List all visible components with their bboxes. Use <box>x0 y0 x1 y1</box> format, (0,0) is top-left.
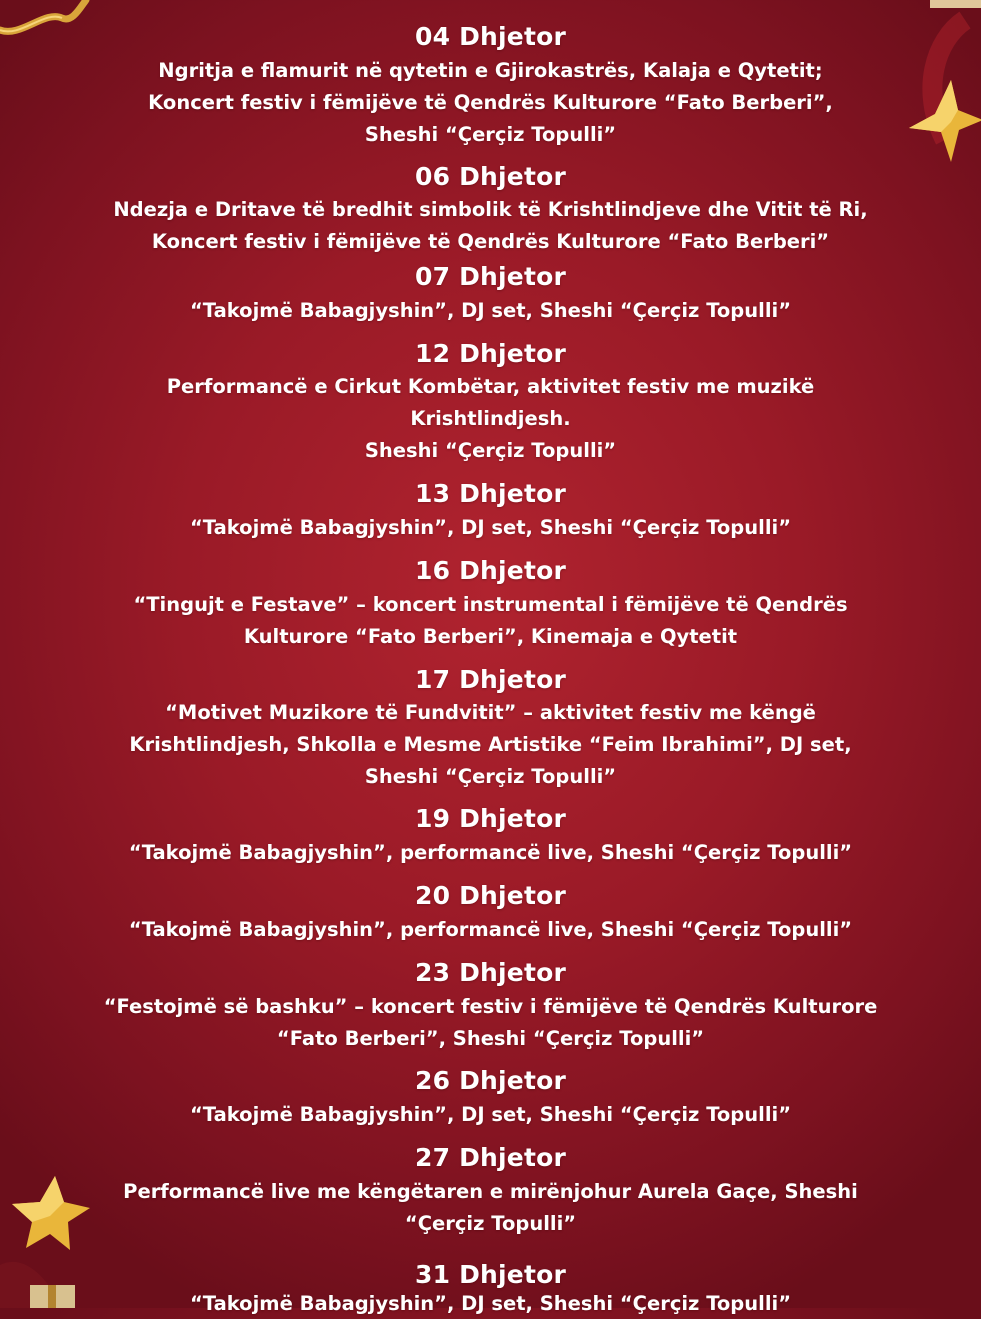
event-description-line: Sheshi “Çerçiz Topulli” <box>364 123 617 146</box>
event-date: 16 Dhjetor <box>414 556 567 585</box>
event-description-line: “Çerçiz Topulli” <box>404 1212 577 1235</box>
event-date: 31 Dhjetor <box>414 1260 567 1289</box>
event-date: 04 Dhjetor <box>414 22 567 51</box>
event-description-line: Koncert festiv i fëmijëve të Qendrës Kulturore “Fato Berberi” <box>151 230 830 253</box>
event-date: 19 Dhjetor <box>414 804 567 833</box>
event-date: 13 Dhjetor <box>414 479 567 508</box>
event-date: 12 Dhjetor <box>414 339 567 368</box>
event-description-line: “Festojmë së bashku” – koncert festiv i fëmijëve të Qendrës Kulturore <box>103 995 878 1018</box>
event-description-line: Ndezja e Dritave të bredhit simbolik të Krishtlindjeve dhe Vitit të Ri, <box>113 198 868 221</box>
event-description-line: Krishtlindjesh, Shkolla e Mesme Artistike “Feim Ibrahimi”, DJ set, <box>129 733 852 756</box>
event-date: 23 Dhjetor <box>414 958 567 987</box>
event-description-line: “Tingujt e Festave” – koncert instrumental i fëmijëve të Qendrës <box>133 593 848 616</box>
event-description-line: “Motivet Muzikore të Fundvitit” – aktivitet festiv me këngë <box>165 701 816 724</box>
event-date: 17 Dhjetor <box>414 665 567 694</box>
event-description-line: Performancë live me këngëtaren e mirënjohur Aurela Gaçe, Sheshi <box>123 1180 858 1203</box>
event-description-line: Performancë e Cirkut Kombëtar, aktivitet festiv me muzikë <box>166 375 815 398</box>
event-date: 06 Dhjetor <box>414 162 567 191</box>
event-description-line: “Takojmë Babagjyshin”, DJ set, Sheshi “Çerçiz Topulli” <box>189 516 792 539</box>
event-description-line: Sheshi “Çerçiz Topulli” <box>364 765 617 788</box>
event-date: 26 Dhjetor <box>414 1066 567 1095</box>
event-description-line: Krishtlindjesh. <box>410 407 571 430</box>
event-description-line: “Takojmë Babagjyshin”, performancë live, Sheshi “Çerçiz Topulli” <box>128 918 853 941</box>
event-description-line: “Takojmë Babagjyshin”, DJ set, Sheshi “Çerçiz Topulli” <box>189 299 792 322</box>
event-description-line: “Fato Berberi”, Sheshi “Çerçiz Topulli” <box>276 1027 705 1050</box>
event-description-line: Koncert festiv i fëmijëve të Qendrës Kulturore “Fato Berberi”, <box>148 91 833 114</box>
event-description-line: “Takojmë Babagjyshin”, performancë live, Sheshi “Çerçiz Topulli” <box>128 841 853 864</box>
event-date: 27 Dhjetor <box>414 1143 567 1172</box>
event-description-line: Kulturore “Fato Berberi”, Kinemaja e Qytetit <box>243 625 738 648</box>
event-description-line: “Takojmë Babagjyshin”, DJ set, Sheshi “Çerçiz Topulli” <box>189 1103 792 1126</box>
event-description-line: “Takojmë Babagjyshin”, DJ set, Sheshi “Çerçiz Topulli” <box>189 1292 792 1315</box>
event-date: 20 Dhjetor <box>414 881 567 910</box>
event-description-line: Sheshi “Çerçiz Topulli” <box>364 439 617 462</box>
event-description-line: Ngritja e flamurit në qytetin e Gjirokastrës, Kalaja e Qytetit; <box>158 59 823 82</box>
event-date: 07 Dhjetor <box>414 262 567 291</box>
